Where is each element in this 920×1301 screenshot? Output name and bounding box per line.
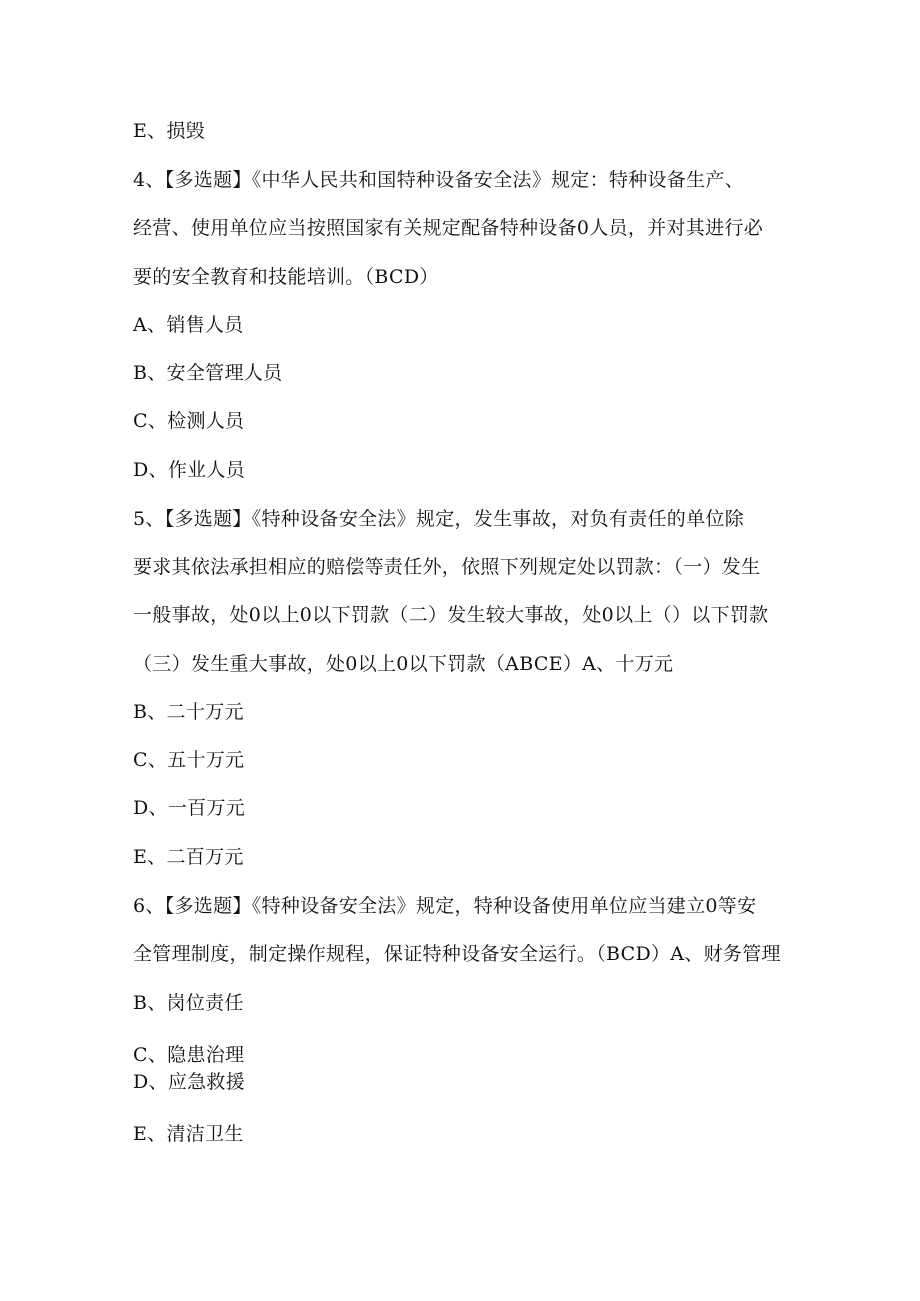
option-b-q4: B、安全管理人员 <box>133 362 283 384</box>
option-c-q4: C、检测人员 <box>133 410 245 432</box>
option-c-q6: C、隐患治理 <box>133 1044 245 1066</box>
option-e-q6: E、清洁卫生 <box>133 1123 244 1145</box>
question-6-line-2: 全管理制度，制定操作规程，保证特种设备安全运行。（BCD）A、财务管理 <box>133 943 781 965</box>
question-5-line-1: 5、【多选题】《特种设备安全法》规定，发生事故，对负有责任的单位除 <box>133 508 744 530</box>
option-d-q5: D、一百万元 <box>133 797 246 819</box>
option-d-q4: D、作业人员 <box>133 459 246 481</box>
question-5-line-4: （三）发生重大事故，处0以上0以下罚款（ABCE）A、十万元 <box>133 653 674 675</box>
option-e-q3: E、损毁 <box>133 120 206 142</box>
question-4-line-3: 要的安全教育和技能培训。（BCD） <box>133 266 439 288</box>
option-e-q5: E、二百万元 <box>133 846 244 868</box>
question-6-line-1: 6、【多选题】《特种设备安全法》规定，特种设备使用单位应当建立0等安 <box>133 895 757 917</box>
question-5-line-2: 要求其依法承担相应的赔偿等责任外，依照下列规定处以罚款：（一）发生 <box>133 556 761 578</box>
question-4-line-1: 4、【多选题】《中华人民共和国特种设备安全法》规定：特种设备生产、 <box>133 169 744 191</box>
option-a-q4: A、销售人员 <box>133 314 244 336</box>
option-c-q5: C、五十万元 <box>133 749 245 771</box>
option-b-q5: B、二十万元 <box>133 701 244 723</box>
question-4-line-2: 经营、使用单位应当按照国家有关规定配备特种设备0人员，并对其进行必 <box>133 217 763 239</box>
option-b-q6: B、岗位责任 <box>133 992 244 1014</box>
question-5-line-3: 一般事故，处0以上0以下罚款（二）发生较大事故，处0以上（）以下罚款 <box>133 604 769 626</box>
option-d-q6: D、应急救援 <box>133 1071 246 1093</box>
